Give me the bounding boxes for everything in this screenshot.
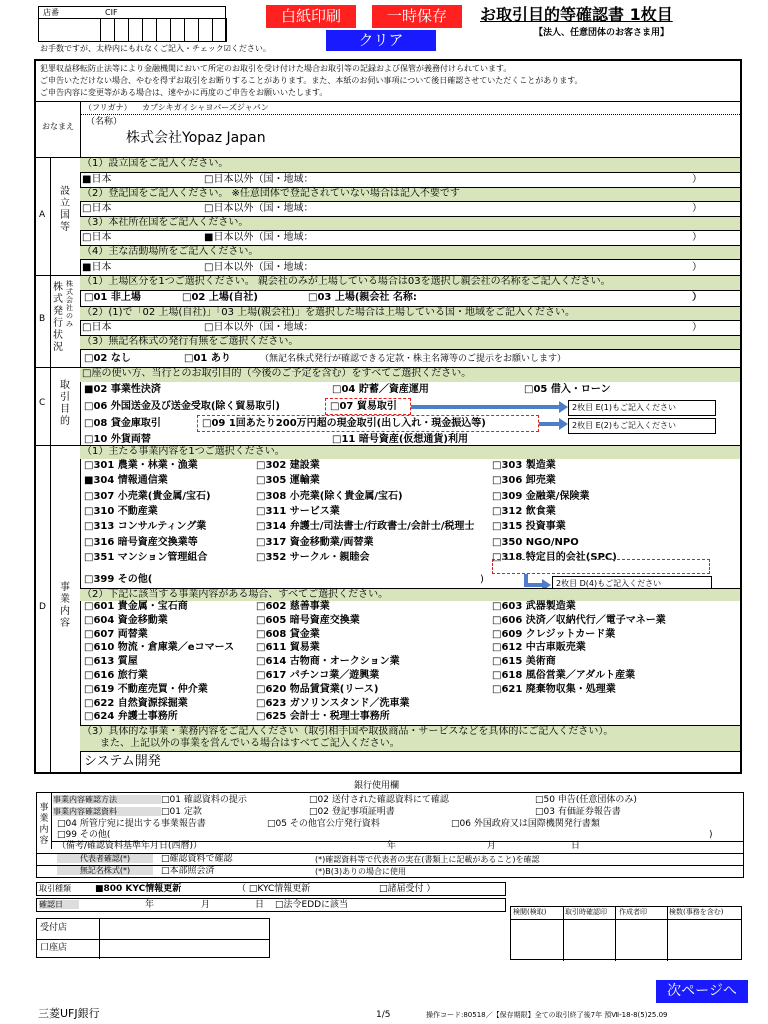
rep-label: 代表者確認(*) xyxy=(57,854,153,863)
stamp-table xyxy=(510,906,742,960)
clear-button[interactable]: クリア xyxy=(326,30,436,51)
bank-side-2: 業 xyxy=(39,814,49,824)
a-q2-close: ） xyxy=(692,203,702,214)
bank-r1-label: 事業内容確認方法 xyxy=(53,795,161,804)
business-option[interactable]: □313 コンサルティング業 xyxy=(84,521,207,533)
c-08[interactable]: □08 貸金庫取引 xyxy=(84,418,161,429)
business-option[interactable]: □601 貴金属・宝石商 xyxy=(84,601,188,612)
a-q4: （4）主な活動場所をご記入ください。 xyxy=(82,246,259,257)
business-option[interactable]: □607 両替業 xyxy=(84,628,148,640)
bank-r1-1[interactable]: □01 確認資料の提示 xyxy=(161,795,247,805)
business-option[interactable]: □615 美術商 xyxy=(492,656,556,668)
name-label: おなまえ xyxy=(42,122,74,131)
b-q2: （2）(1)で「02 上場(自社)」「03 上場(親会社)」を選択した場合は上場している国・地域をご記入ください。 xyxy=(82,307,575,318)
business-option[interactable]: □621 廃棄物収集・処理業 xyxy=(492,683,616,695)
business-option[interactable]: □624 弁護士事務所 xyxy=(84,711,178,723)
d-q3b: また、上記以外の事業を営んでいる場合はすべてご記入ください。 xyxy=(100,738,400,749)
business-option[interactable]: □310 不動産業 xyxy=(84,505,158,517)
business-option[interactable]: □309 金融業/保険業 xyxy=(492,490,590,502)
anon-opt[interactable]: □本部照会済 xyxy=(161,866,215,876)
print-blank-button[interactable]: 白紙印刷 xyxy=(266,5,356,28)
store-label: 店番 xyxy=(43,8,59,17)
business-option[interactable]: □350 NGO/NPO xyxy=(492,536,579,548)
business-option[interactable]: □623 ガソリンスタンド／洗車業 xyxy=(256,697,410,709)
business-option[interactable]: □302 建設業 xyxy=(256,460,320,471)
stamp-col-4: 検数(事務を含む) xyxy=(669,908,724,916)
bank-r5-d: 日 xyxy=(571,841,581,851)
bank-r4-close: ) xyxy=(709,830,713,840)
business-option[interactable]: □616 旅行業 xyxy=(84,670,148,681)
bank-r3-1[interactable]: □04 所管庁宛に提出する事業報告書 xyxy=(57,819,206,829)
cif-input[interactable] xyxy=(101,18,227,42)
c-04[interactable]: □04 貯蓄／資産運用 xyxy=(332,384,429,395)
d-note: 2枚目 D(4)もご記入ください xyxy=(552,576,712,592)
company-name-label: （名称） xyxy=(86,117,123,127)
stamp-col-3: 作成者印 xyxy=(619,908,647,916)
bank-r1-2[interactable]: □02 送付された確認資料にて確認 xyxy=(309,795,449,805)
section-a-v2: 立 xyxy=(60,198,70,209)
business-option[interactable]: □303 製造業 xyxy=(492,460,556,471)
business-option[interactable]: □306 卸売業 xyxy=(492,475,556,487)
d-q3: （3）具体的な事業・業務内容をご記入ください（取引相手国や取扱商品・サービスなどを具体的にご記入ください）。 xyxy=(82,726,614,737)
a-q3-close: ） xyxy=(692,232,702,243)
d-q3-value: システム開発 xyxy=(84,754,161,769)
section-a-v1: 設 xyxy=(60,186,70,197)
section-b-v5: 状 xyxy=(53,330,63,341)
bank-r5-y: 年 xyxy=(387,841,397,851)
bank-side-3: 内 xyxy=(39,825,49,835)
section-c-v3: 目 xyxy=(60,404,70,415)
temp-save-button[interactable]: 一時保存 xyxy=(372,5,462,28)
section-d-v3: 内 xyxy=(60,606,70,617)
operation-code: 操作コード:80518／【保存期限】全ての取引終了後7年 預Ⅶ-18-8(5)25.09 xyxy=(426,1011,668,1019)
edd-check[interactable]: □法令EDDに該当 xyxy=(275,900,349,910)
c-note-e2: 2枚目 E(2)もご記入ください xyxy=(568,418,716,434)
a-q1-japan[interactable]: ■日本 xyxy=(82,174,112,185)
rep-opt[interactable]: □確認資料で確認 xyxy=(161,854,233,864)
business-option[interactable]: □620 物品賃貸業(リース) xyxy=(256,683,379,695)
business-option[interactable]: □312 飲食業 xyxy=(492,505,556,517)
b-q2-other[interactable]: □日本以外（国・地域： xyxy=(204,322,314,333)
stamp-col-2: 取引時確認印 xyxy=(565,908,607,916)
stamp-col-1: 検閲(検取) xyxy=(513,908,547,916)
section-a-letter: A xyxy=(39,210,46,220)
furigana-label: （フリガナ） xyxy=(84,103,132,112)
bank-use-title: 銀行使用欄 xyxy=(354,781,400,791)
section-c-v1: 取 xyxy=(60,380,70,391)
bank-name: 三菱UFJ銀行 xyxy=(38,1007,100,1020)
business-option[interactable]: □352 サークル・親睦会 xyxy=(256,551,370,563)
bank-side-1: 事 xyxy=(39,803,49,813)
c-02[interactable]: ■02 事業性決済 xyxy=(84,384,161,395)
bank-r2-1[interactable]: □01 定款 xyxy=(161,807,202,817)
a-q4-close: ） xyxy=(692,262,702,273)
bank-use-box xyxy=(36,792,744,878)
business-option[interactable]: □305 運輸業 xyxy=(256,475,320,487)
name-block xyxy=(36,101,740,157)
intro-line-2: ご申告いただけない場合、やむを得ずお取引をお断りすることがあります。また、本紙のお伺い事項について後日確認させていただくことがあります。 xyxy=(40,76,583,85)
bank-r2-2[interactable]: □02 登記事項証明書 xyxy=(309,807,395,817)
kind-label: 取引種類 xyxy=(39,884,71,893)
a-q2-other[interactable]: □日本以外（国・地域： xyxy=(204,203,314,214)
a-q4-other[interactable]: □日本以外（国・地域： xyxy=(204,262,314,273)
section-b-v1: 株 xyxy=(53,282,63,293)
anon-note: (*)B(3)ありの場合に使用 xyxy=(315,867,407,876)
business-option[interactable]: □625 会計士・税理士事務所 xyxy=(256,711,390,723)
business-option[interactable]: □602 慈善事業 xyxy=(256,601,330,612)
intro-line-3: ご申告内容に変更等がある場合は、速やかに再度のご申告をお願いいたします。 xyxy=(40,88,328,97)
next-page-button[interactable]: 次ページへ xyxy=(656,980,748,1003)
business-option[interactable]: □317 資金移動業/両替業 xyxy=(256,536,374,548)
b-q3: （3）無記名株式の発行有無をご選択ください。 xyxy=(82,336,299,347)
business-option[interactable]: □604 資金移動業 xyxy=(84,614,168,626)
date-m: 月 xyxy=(201,900,211,910)
main-form xyxy=(34,59,742,774)
business-option[interactable]: □351 マンション管理組合 xyxy=(84,551,208,563)
a-q1-close: ） xyxy=(692,174,702,185)
intro-line-1: 犯罪収益移転防止法等により金融機関において所定のお取引を受け付けた場合お取引等の記録および保管が義務付けられています。 xyxy=(40,64,512,73)
kind-notice[interactable]: □諸届受付 ） xyxy=(379,884,436,894)
a-q1-other[interactable]: □日本以外（国・地域： xyxy=(204,174,314,185)
a-q4-japan[interactable]: ■日本 xyxy=(82,262,112,273)
business-option[interactable]: □612 中古車販売業 xyxy=(492,642,586,654)
cif-label: CIF xyxy=(105,8,118,17)
bank-r3-2[interactable]: □05 その他官公庁発行資料 xyxy=(267,819,380,829)
section-b-small: 株式会社のみ xyxy=(66,280,73,328)
a-q2-japan[interactable]: □日本 xyxy=(82,203,112,214)
anon-label: 無記名株式(*) xyxy=(57,866,153,875)
section-c-letter: C xyxy=(39,398,46,408)
c-note-e1: 2枚目 E(1)もご記入ください xyxy=(568,400,716,416)
page-number: 1/5 xyxy=(376,1010,391,1020)
business-option[interactable]: □316 暗号資産交換業等 xyxy=(84,536,198,548)
b-opt-listed-parent[interactable]: □03 上場(親会社 名称: xyxy=(308,292,417,303)
section-a-v4: 等 xyxy=(60,222,70,233)
page-title: お取引目的等確認書 1枚目 xyxy=(480,5,673,24)
d-399-close: ) xyxy=(480,574,484,585)
business-option[interactable]: □617 パチンコ業／遊興業 xyxy=(256,670,380,681)
section-d-v1: 事 xyxy=(60,582,70,593)
section-c-v4: 的 xyxy=(60,416,70,427)
b-opt-unlisted[interactable]: □01 非上場 xyxy=(84,292,141,303)
d-q2: （2）下記に該当する事業内容がある場合、すべてご選択ください。 xyxy=(82,589,389,600)
business-option[interactable]: □609 クレジットカード業 xyxy=(492,628,616,640)
b-opt-listed-self[interactable]: □02 上場(自社) xyxy=(182,292,258,303)
b-q1: （1）上場区分を1つご選択ください。 親会社のみが上場している場合は03を選択し親会社の名称をご記入ください。 xyxy=(82,276,611,287)
business-option[interactable]: □318 特定目的会社(SPC) xyxy=(492,551,617,563)
bank-side-4: 容 xyxy=(39,836,49,846)
kind-row xyxy=(36,882,506,896)
date-d: 日 xyxy=(255,900,265,910)
bank-r2-label: 事業内容確認資料 xyxy=(53,807,161,816)
business-option[interactable]: ■304 情報通信業 xyxy=(84,475,168,487)
section-d-v2: 業 xyxy=(60,594,70,605)
c-09[interactable]: □09 1回あたり200万円超の現金取引(出し入れ・現金振込等) xyxy=(202,418,486,429)
bank-r4[interactable]: □99 その他( xyxy=(57,830,111,840)
bank-r2-3[interactable]: □03 有価証券報告書 xyxy=(535,807,621,817)
c-head: □座の使い方、当行とのお取引目的（今後のご予定を含む）をすべてご選択ください。 xyxy=(82,368,472,379)
c-07[interactable]: □07 貿易取引 xyxy=(330,401,397,412)
c-11[interactable]: □11 暗号資産(仮想通貨)利用 xyxy=(332,434,468,445)
section-d-letter: D xyxy=(39,602,46,612)
business-option[interactable]: □301 農業・林業・漁業 xyxy=(84,460,198,471)
business-option[interactable]: □308 小売業(除く貴金属/宝石) xyxy=(256,490,403,502)
section-b-v6: 況 xyxy=(53,342,63,353)
business-option[interactable]: □613 質屋 xyxy=(84,656,138,668)
kind-800[interactable]: ■800 KYC情報更新 xyxy=(95,884,182,894)
business-option[interactable]: □618 風俗営業／アダルト産業 xyxy=(492,670,636,681)
bank-r5: （備考/確認資料基準年月日(西暦)） xyxy=(57,841,203,851)
business-option[interactable]: □315 投資事業 xyxy=(492,521,566,533)
store-input[interactable] xyxy=(39,18,101,42)
fill-note: お手数ですが、太枠内にもれなくご記入・チェック☑ください。 xyxy=(40,44,271,53)
c-06[interactable]: □06 外国送金及び送金受取(除く貿易取引) xyxy=(84,401,280,412)
page-subtitle: 【法人、任意団体のお客さま用】 xyxy=(534,28,670,38)
business-option[interactable]: □608 貸金業 xyxy=(256,628,320,640)
business-option[interactable]: □611 貿易業 xyxy=(256,642,320,654)
business-option[interactable]: □605 暗号資産交換業 xyxy=(256,614,360,626)
b-q2-japan[interactable]: □日本 xyxy=(82,322,112,333)
business-option[interactable]: □603 武器製造業 xyxy=(492,601,576,612)
bank-r3-3[interactable]: □06 外国政府又は国際機関発行書類 xyxy=(451,819,600,829)
d-q1: （1）主たる事業内容を1つご選択ください。 xyxy=(82,446,285,457)
business-option[interactable]: □307 小売業(貴金属/宝石) xyxy=(84,490,211,502)
section-b xyxy=(36,275,740,367)
section-a xyxy=(36,157,740,275)
section-d-v4: 容 xyxy=(60,618,70,629)
section-a-v3: 国 xyxy=(60,210,70,221)
business-option[interactable]: □314 弁護士/司法書士/行政書士/会計士/税理士 xyxy=(256,521,475,533)
kind-kyc[interactable]: （ □KYC情報更新 xyxy=(237,884,311,894)
section-b-v2: 式 xyxy=(53,294,63,305)
company-name-field[interactable]: 株式会社Yopaz Japan xyxy=(126,130,266,146)
a-q2: （2）登記国をご記入ください。 ※任意団体で登記されていない場合は記入不要です xyxy=(82,188,460,199)
business-option[interactable]: □622 自然資源採掘業 xyxy=(84,697,188,709)
business-option[interactable]: □610 物流・倉庫業／eコマース xyxy=(84,642,235,654)
business-option[interactable]: □614 古物商・オークション業 xyxy=(256,656,400,668)
b-q2-close: ） xyxy=(692,322,702,333)
a-q3: （3）本社所在国をご記入ください。 xyxy=(82,217,249,228)
section-b-letter: B xyxy=(39,314,46,324)
section-c xyxy=(36,367,740,445)
business-option[interactable]: □619 不動産売買・仲介業 xyxy=(84,683,208,695)
a-q1: （1）設立国をご記入ください。 xyxy=(82,158,229,169)
c-05[interactable]: □05 借入・ローン xyxy=(524,384,611,395)
bank-r5-m: 月 xyxy=(487,841,497,851)
date-y: 年 xyxy=(145,900,155,910)
c-10[interactable]: □10 外貨両替 xyxy=(84,434,151,445)
furigana-field[interactable]: カブシキガイシャヨパーズジャパン xyxy=(142,103,269,112)
b-q3-yes[interactable]: □01 あり xyxy=(184,353,231,364)
date-label: 確認日 xyxy=(39,900,79,909)
a-q3-other[interactable]: ■日本以外（国・地域： xyxy=(204,232,314,243)
b-q3-note: （無記名株式発行が確認できる定款・株主名簿等のご提示をお願いします） xyxy=(260,354,567,364)
a-q3-japan[interactable]: □日本 xyxy=(82,232,112,243)
bank-r1-3[interactable]: □50 申告(任意団体のみ) xyxy=(535,795,637,805)
branch-cif-box xyxy=(38,6,226,42)
section-b-v4: 行 xyxy=(53,318,63,329)
business-option[interactable]: □606 決済／収納代行／電子マネー業 xyxy=(492,614,666,626)
section-c-v2: 引 xyxy=(60,392,70,403)
d-399[interactable]: □399 その他( xyxy=(84,574,153,585)
business-option[interactable]: □311 サービス業 xyxy=(256,505,340,517)
recv-branch-label: 受付店 xyxy=(40,923,68,933)
acct-branch-label: 口座店 xyxy=(40,943,68,953)
b-q1-close: ） xyxy=(692,292,702,303)
date-row xyxy=(36,898,506,912)
b-q3-none[interactable]: □02 なし xyxy=(84,353,131,364)
d-q3-field[interactable] xyxy=(80,751,740,773)
section-d xyxy=(36,445,740,772)
section-b-v3: 発 xyxy=(53,306,63,317)
branch-table xyxy=(36,918,270,958)
rep-note: (*)確認資料等で代表者の実在(書類上に記載があること)を確認 xyxy=(315,855,540,864)
